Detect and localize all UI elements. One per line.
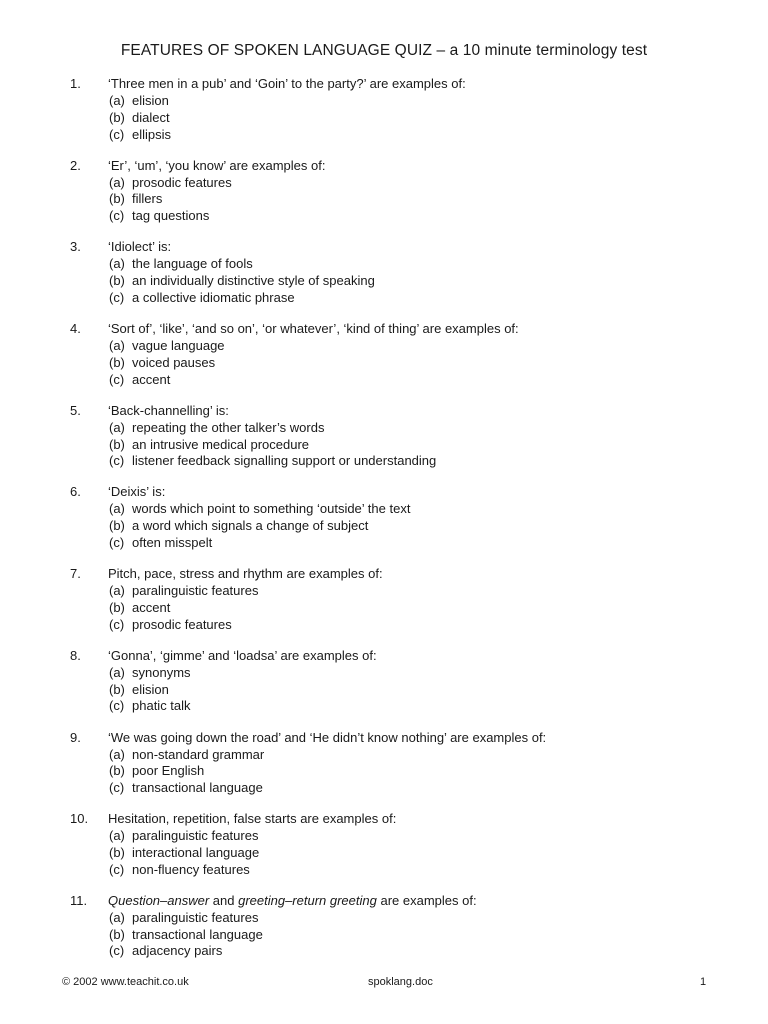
question-text: ‘We was going down the road’ and ‘He didn’t know nothing’ are examples of: bbox=[108, 729, 547, 745]
option-letter: (c) bbox=[109, 453, 125, 469]
answer-option bbox=[109, 207, 232, 224]
answer-option bbox=[109, 697, 191, 714]
option-letter: (b) bbox=[109, 109, 125, 125]
answer-option bbox=[109, 255, 375, 272]
answer-option bbox=[109, 500, 410, 517]
question-number: 6. bbox=[70, 484, 81, 500]
option-letter: (a) bbox=[109, 501, 125, 517]
answer-option bbox=[109, 92, 171, 109]
question-number: 9. bbox=[70, 729, 81, 745]
option-text: paralinguistic features bbox=[132, 828, 259, 844]
answer-option bbox=[109, 844, 259, 861]
option-letter: (c) bbox=[109, 616, 125, 632]
quiz-question bbox=[0, 892, 768, 974]
option-text: accent bbox=[132, 599, 171, 615]
option-text: an intrusive medical procedure bbox=[132, 436, 310, 452]
question-text: ‘Er’, ‘um’, ‘you know’ are examples of: bbox=[108, 157, 326, 173]
option-letter: (c) bbox=[109, 371, 125, 387]
question-number: 3. bbox=[70, 239, 81, 255]
option-text: listener feedback signalling support or understanding bbox=[132, 453, 437, 469]
option-text: poor English bbox=[132, 763, 205, 779]
quiz-question bbox=[0, 75, 768, 157]
quiz-question bbox=[0, 483, 768, 565]
quiz-question bbox=[0, 238, 768, 320]
option-text: ellipsis bbox=[132, 126, 172, 142]
answer-option bbox=[109, 337, 225, 354]
quiz-question bbox=[0, 729, 768, 811]
option-text: synonyms bbox=[132, 664, 191, 680]
question-text-part: are examples of: bbox=[376, 892, 477, 908]
option-text: the language of fools bbox=[132, 256, 253, 272]
question-number: 2. bbox=[70, 157, 81, 173]
answer-option bbox=[109, 126, 171, 143]
option-letter: (b) bbox=[109, 354, 125, 370]
option-letter: (c) bbox=[109, 780, 125, 796]
question-list bbox=[0, 75, 768, 974]
option-letter: (c) bbox=[109, 126, 125, 142]
option-letter: (b) bbox=[109, 763, 125, 779]
question-number: 7. bbox=[70, 566, 81, 582]
option-text: non-fluency features bbox=[132, 861, 250, 877]
option-text: repeating the other talker’s words bbox=[132, 419, 325, 435]
answer-option bbox=[109, 779, 264, 796]
answer-option bbox=[109, 942, 263, 959]
answer-options bbox=[109, 582, 258, 632]
option-letter: (c) bbox=[109, 943, 125, 959]
question-number: 11. bbox=[70, 892, 88, 908]
option-text: vague language bbox=[132, 338, 225, 354]
answer-option bbox=[109, 926, 263, 943]
option-text: transactional language bbox=[132, 780, 263, 796]
question-text: Hesitation, repetition, false starts are examples of: bbox=[108, 811, 397, 827]
option-letter: (c) bbox=[109, 535, 125, 551]
option-text: voiced pauses bbox=[132, 354, 216, 370]
option-text: non-standard grammar bbox=[132, 746, 265, 762]
answer-options bbox=[109, 419, 436, 469]
answer-options bbox=[109, 337, 225, 387]
answer-option bbox=[109, 616, 258, 633]
option-letter: (a) bbox=[109, 746, 125, 762]
answer-options bbox=[109, 827, 259, 877]
option-letter: (a) bbox=[109, 174, 125, 190]
option-text: a collective idiomatic phrase bbox=[132, 289, 295, 305]
question-number: 8. bbox=[70, 647, 81, 663]
question-text: Pitch, pace, stress and rhythm are examples of: bbox=[108, 566, 383, 582]
option-letter: (c) bbox=[109, 289, 125, 305]
answer-option bbox=[109, 289, 375, 306]
answer-option bbox=[109, 827, 259, 844]
answer-option bbox=[109, 452, 436, 469]
quiz-question bbox=[0, 810, 768, 892]
answer-option bbox=[109, 909, 263, 926]
option-letter: (b) bbox=[109, 844, 125, 860]
answer-options bbox=[109, 92, 171, 142]
option-text: a word which signals a change of subject bbox=[132, 518, 369, 534]
answer-options bbox=[109, 500, 410, 550]
quiz-question bbox=[0, 157, 768, 239]
footer-filename: spoklang.doc bbox=[368, 976, 433, 988]
quiz-question bbox=[0, 402, 768, 484]
answer-option bbox=[109, 746, 264, 763]
quiz-question bbox=[0, 320, 768, 402]
option-text: prosodic features bbox=[132, 174, 232, 190]
question-text-italic-part: greeting–return greeting bbox=[238, 892, 377, 908]
answer-option bbox=[109, 109, 171, 126]
option-text: an individually distinctive style of speaking bbox=[132, 273, 375, 289]
option-letter: (a) bbox=[109, 338, 125, 354]
option-letter: (b) bbox=[109, 681, 125, 697]
option-text: paralinguistic features bbox=[132, 909, 259, 925]
option-text: interactional language bbox=[132, 844, 260, 860]
question-text: ‘Sort of’, ‘like’, ‘and so on’, ‘or whatever’, ‘kind of thing’ are examples of: bbox=[108, 321, 519, 337]
answer-option bbox=[109, 190, 232, 207]
option-text: often misspelt bbox=[132, 535, 213, 551]
quiz-question bbox=[0, 647, 768, 729]
answer-option bbox=[109, 762, 264, 779]
quiz-question bbox=[0, 565, 768, 647]
answer-option bbox=[109, 534, 410, 551]
option-letter: (a) bbox=[109, 256, 125, 272]
option-letter: (b) bbox=[109, 518, 125, 534]
answer-option bbox=[109, 354, 225, 371]
option-text: elision bbox=[132, 681, 169, 697]
option-letter: (c) bbox=[109, 861, 125, 877]
answer-options bbox=[109, 909, 263, 959]
question-number: 1. bbox=[70, 76, 81, 91]
answer-options bbox=[109, 174, 232, 224]
answer-option bbox=[109, 272, 375, 289]
option-letter: (a) bbox=[109, 909, 125, 925]
option-letter: (a) bbox=[109, 828, 125, 844]
option-text: fillers bbox=[132, 191, 163, 207]
option-text: adjacency pairs bbox=[132, 943, 223, 959]
answer-option bbox=[109, 419, 436, 436]
question-number: 10. bbox=[70, 811, 89, 827]
option-text: paralinguistic features bbox=[132, 583, 259, 599]
answer-options bbox=[109, 664, 191, 714]
option-letter: (a) bbox=[109, 583, 125, 599]
option-text: prosodic features bbox=[132, 616, 232, 632]
option-text: transactional language bbox=[132, 926, 263, 942]
question-number: 5. bbox=[70, 402, 81, 418]
answer-option bbox=[109, 174, 232, 191]
option-text: words which point to something ‘outside’ the text bbox=[132, 501, 411, 517]
answer-option bbox=[109, 599, 258, 616]
option-letter: (a) bbox=[109, 664, 125, 680]
question-text: ‘Back-channelling’ is: bbox=[108, 402, 229, 418]
answer-option bbox=[109, 371, 225, 388]
answer-option bbox=[109, 517, 410, 534]
page-title: FEATURES OF SPOKEN LANGUAGE QUIZ – a 10 minute terminology test bbox=[120, 42, 648, 59]
question-text: ‘Three men in a pub’ and ‘Goin’ to the party?’ are examples of: bbox=[108, 76, 466, 91]
answer-option bbox=[109, 861, 259, 878]
footer-copyright: © 2002 www.teachit.co.uk bbox=[62, 976, 189, 988]
footer-page-number: 1 bbox=[700, 976, 707, 988]
option-text: phatic talk bbox=[132, 698, 191, 714]
question-text-italic-part: Question–answer bbox=[108, 892, 210, 908]
question-text: ‘Gonna’, ‘gimme’ and ‘loadsa’ are examples of: bbox=[108, 647, 377, 663]
option-letter: (b) bbox=[109, 436, 125, 452]
answer-option bbox=[109, 664, 191, 681]
answer-options bbox=[109, 746, 264, 796]
option-letter: (c) bbox=[109, 208, 125, 224]
option-letter: (b) bbox=[109, 191, 125, 207]
question-text: ‘Idiolect’ is: bbox=[108, 239, 172, 255]
answer-option bbox=[109, 681, 191, 698]
answer-option bbox=[109, 582, 258, 599]
option-letter: (b) bbox=[109, 273, 125, 289]
option-letter: (a) bbox=[109, 93, 125, 108]
option-letter: (b) bbox=[109, 926, 125, 942]
question-number: 4. bbox=[70, 321, 81, 337]
answer-options bbox=[109, 255, 375, 305]
option-text: dialect bbox=[132, 109, 170, 125]
question-text-part: and bbox=[209, 892, 239, 908]
question-text bbox=[108, 892, 477, 909]
option-text: tag questions bbox=[132, 208, 210, 224]
option-letter: (a) bbox=[109, 419, 125, 435]
option-text: elision bbox=[132, 93, 169, 108]
answer-option bbox=[109, 436, 436, 453]
option-text: accent bbox=[132, 371, 171, 387]
question-text: ‘Deixis’ is: bbox=[108, 484, 166, 500]
option-letter: (b) bbox=[109, 599, 125, 615]
option-letter: (c) bbox=[109, 698, 125, 714]
